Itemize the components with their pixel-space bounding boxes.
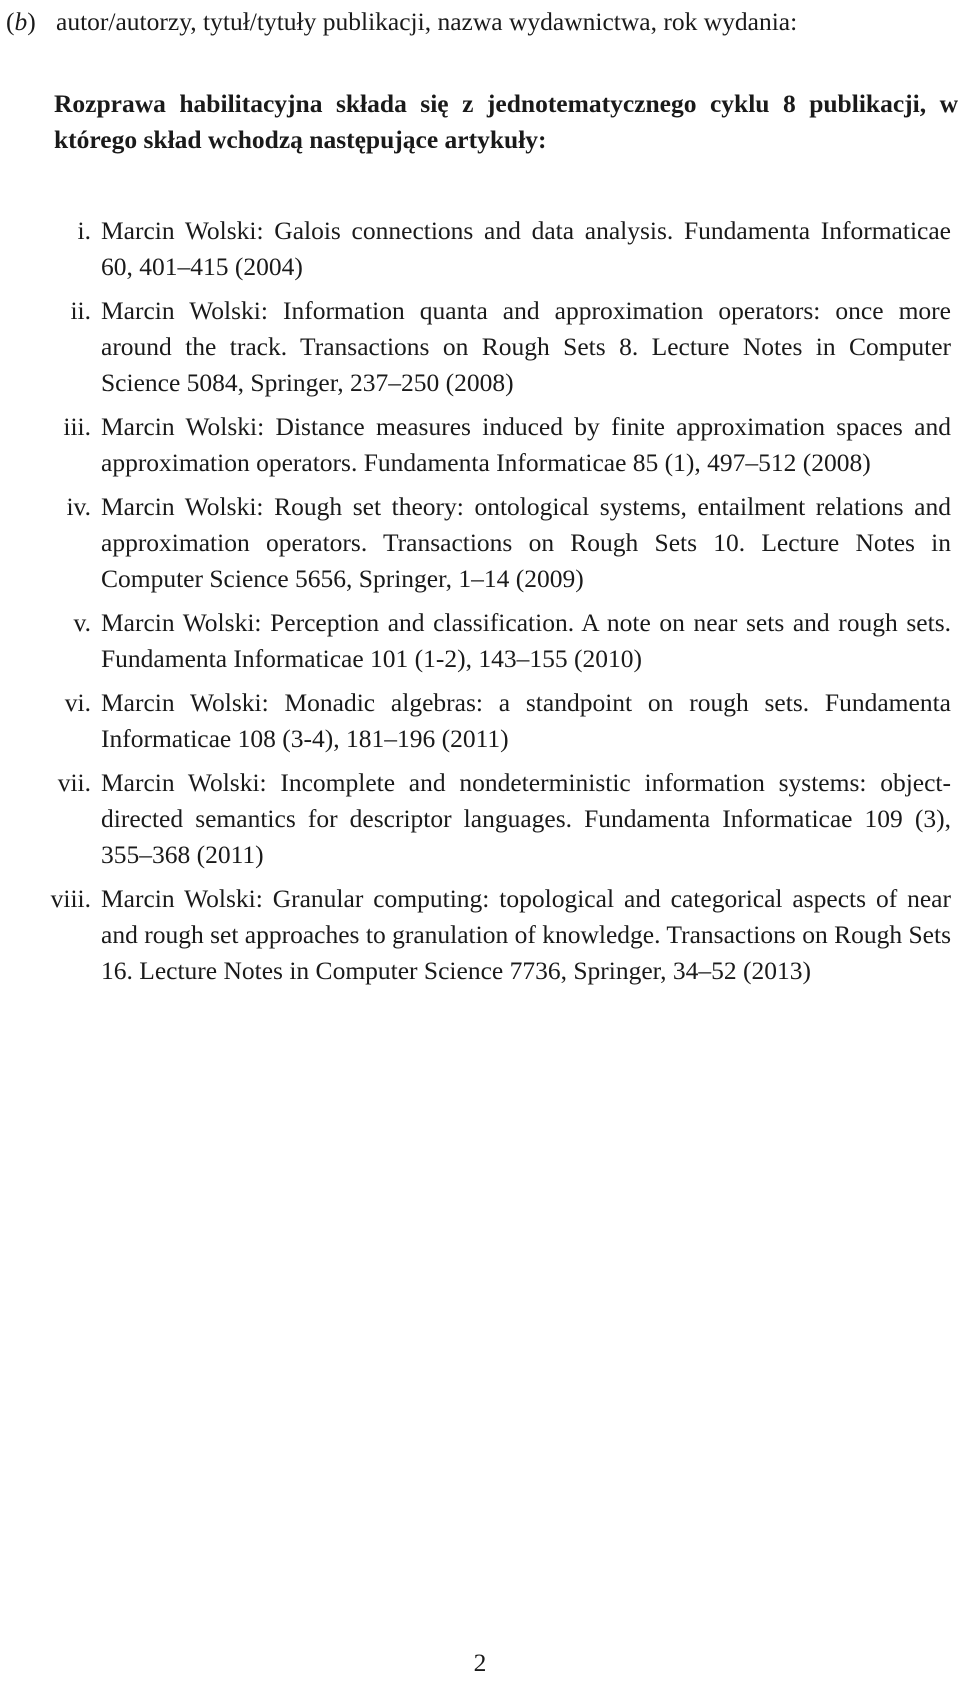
page-number: 2 [473, 1648, 487, 1677]
publication-text: Marcin Wolski: Perception and classification. A note on near sets and rough sets. Fundamenta Informaticae 101 (1-2), 143–155 (2010) [101, 608, 951, 673]
publication-text: Marcin Wolski: Galois connections and data analysis. Fundamenta Informaticae 60, 401–415 (2004) [101, 216, 951, 281]
publication-text: Marcin Wolski: Monadic algebras: a standpoint on rough sets. Fundamenta Informaticae 108 (3-4), 181–196 (2011) [101, 688, 951, 753]
publication-item [0, 213, 960, 285]
publication-item [0, 489, 960, 597]
publication-list [0, 213, 960, 997]
publication-number: v. [73, 608, 91, 637]
publication-item [0, 881, 960, 989]
section-title: autor/autorzy, tytuł/tytuły publikacji, nazwa wydawnictwa, rok wydania: [56, 7, 798, 36]
publication-text: Marcin Wolski: Distance measures induced by finite approximation spaces and approximation operators. Fundamenta Informaticae 85 (1), 497–512 (2008) [101, 412, 951, 477]
publication-number: ii. [70, 296, 91, 325]
publication-text: Marcin Wolski: Rough set theory: ontological systems, entailment relations and approximation operators. Transactions on Rough Sets 10. Lecture Notes in Computer Science 5656, Springer, 1–14 (2009) [101, 492, 951, 593]
publication-number: iii. [63, 412, 91, 441]
publication-text: Marcin Wolski: Information quanta and approximation operators: once more around the track. Transactions on Rough Sets 8. Lecture Notes in Computer Science 5084, Springer, 237–250 (2008) [101, 296, 951, 397]
section-letter: b [14, 7, 28, 36]
publication-number: iv. [66, 492, 91, 521]
publication-item [0, 293, 960, 401]
publication-number: vi. [64, 688, 91, 717]
publication-item [0, 605, 960, 677]
lead-paragraph: Rozprawa habilitacyjna składa się z jednotematycznego cyklu 8 publikacji, w którego skład wchodzą następujące artykuły: [54, 89, 958, 154]
publication-number: vii. [57, 768, 91, 797]
publication-number: viii. [50, 884, 91, 913]
publication-number: i. [77, 216, 91, 245]
publication-item [0, 685, 960, 757]
section-marker: (b) [6, 7, 36, 36]
publication-text: Marcin Wolski: Granular computing: topological and categorical aspects of near and rough set approaches to granulation of knowledge. Transactions on Rough Sets 16. Lecture Notes in Computer Science 7736, Springer, 34–52 (2013) [101, 884, 951, 985]
publication-text: Marcin Wolski: Incomplete and nondeterministic information systems: object-directed semantics for descriptor languages. Fundamenta Informaticae 109 (3), 355–368 (2011) [101, 768, 951, 869]
publication-item [0, 409, 960, 481]
section-heading [6, 4, 946, 40]
publication-item [0, 765, 960, 873]
